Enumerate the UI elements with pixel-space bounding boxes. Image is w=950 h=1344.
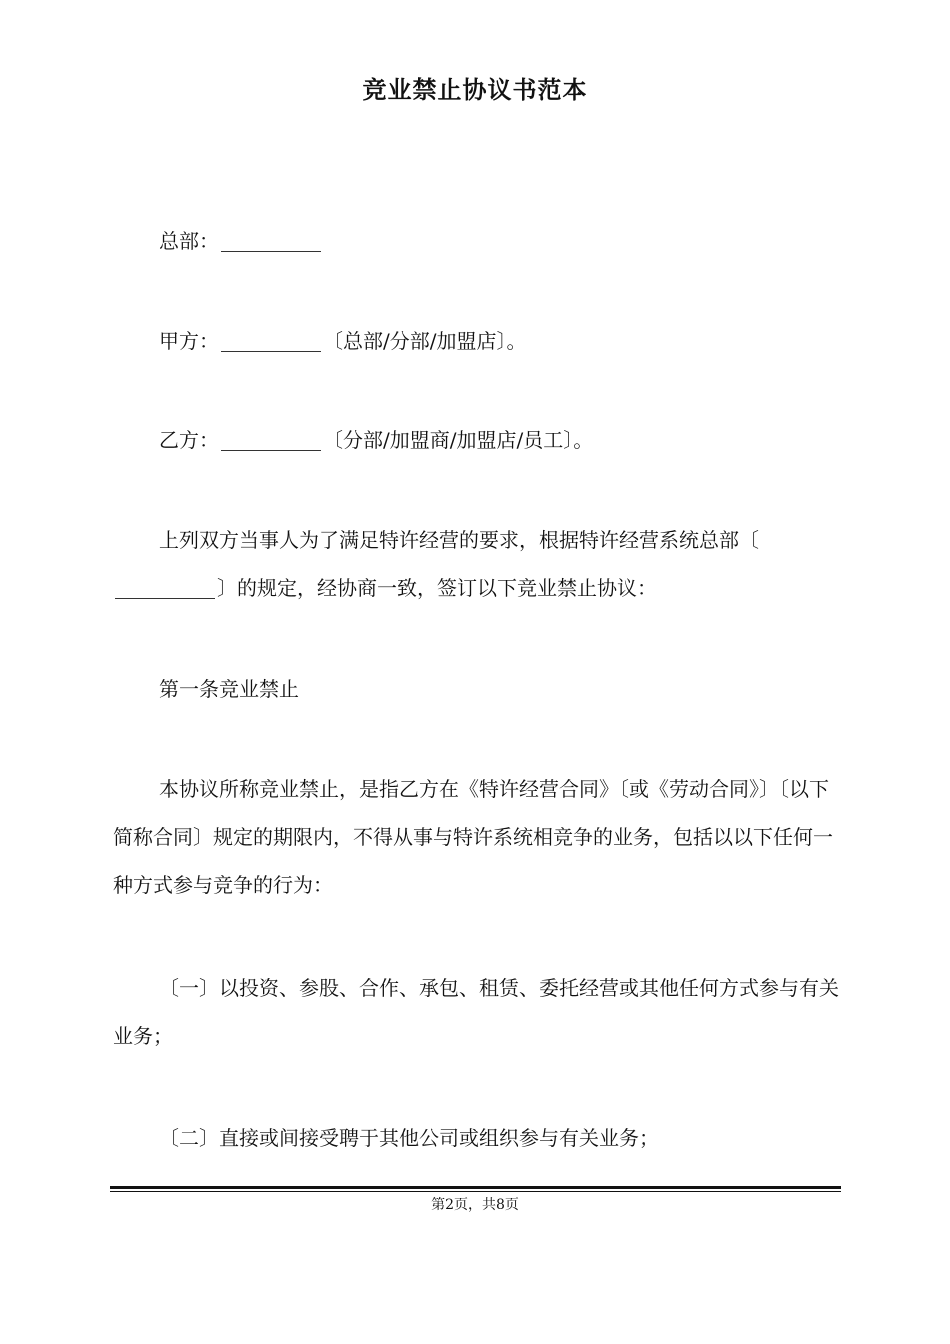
- party-a-note: 〔总部/分部/加盟店〕。: [323, 329, 527, 353]
- party-b-blank: [221, 432, 321, 451]
- intro-paragraph: [113, 516, 843, 612]
- footer-rule-thin: [110, 1191, 841, 1192]
- item-2: 〔二〕直接或间接受聘于其他公司或组织参与有关业务；: [159, 1126, 659, 1150]
- party-a-line: [113, 317, 843, 365]
- intro-blank: [115, 580, 215, 599]
- intro-open-bracket: 〔: [739, 528, 759, 552]
- article1-body: 本协议所称竞业禁止，是指乙方在《特许经营合同》〔或《劳动合同》〕〔以下简称合同〕规定的期限内，不得从事与特许系统相竞争的业务，包括以以下任何一种方式参与竞争的行为：: [113, 777, 833, 897]
- hq-line: [113, 217, 843, 265]
- intro-text-1: 上列双方当事人为了满足特许经营的要求，根据特许经营系统总部: [159, 528, 739, 552]
- party-a-blank: [221, 333, 321, 352]
- hq-label: 总部：: [159, 229, 219, 253]
- party-a-label: 甲方：: [159, 329, 219, 353]
- intro-text-2: 〕的规定，经协商一致，签订以下竞业禁止协议：: [217, 576, 657, 600]
- party-b-line: [113, 416, 843, 464]
- footer-rule-thick: [110, 1186, 841, 1189]
- party-b-label: 乙方：: [159, 428, 219, 452]
- hq-blank: [221, 233, 321, 252]
- item-1: 〔一〕以投资、参股、合作、承包、租赁、委托经营或其他任何方式参与有关业务；: [113, 976, 839, 1048]
- document-title: 竞业禁止协议书范本: [362, 76, 588, 104]
- article1-heading: 第一条竞业禁止: [159, 677, 299, 701]
- party-b-note: 〔分部/加盟商/加盟店/员工〕。: [323, 428, 594, 452]
- page-number: 第2页，共8页: [431, 1197, 519, 1213]
